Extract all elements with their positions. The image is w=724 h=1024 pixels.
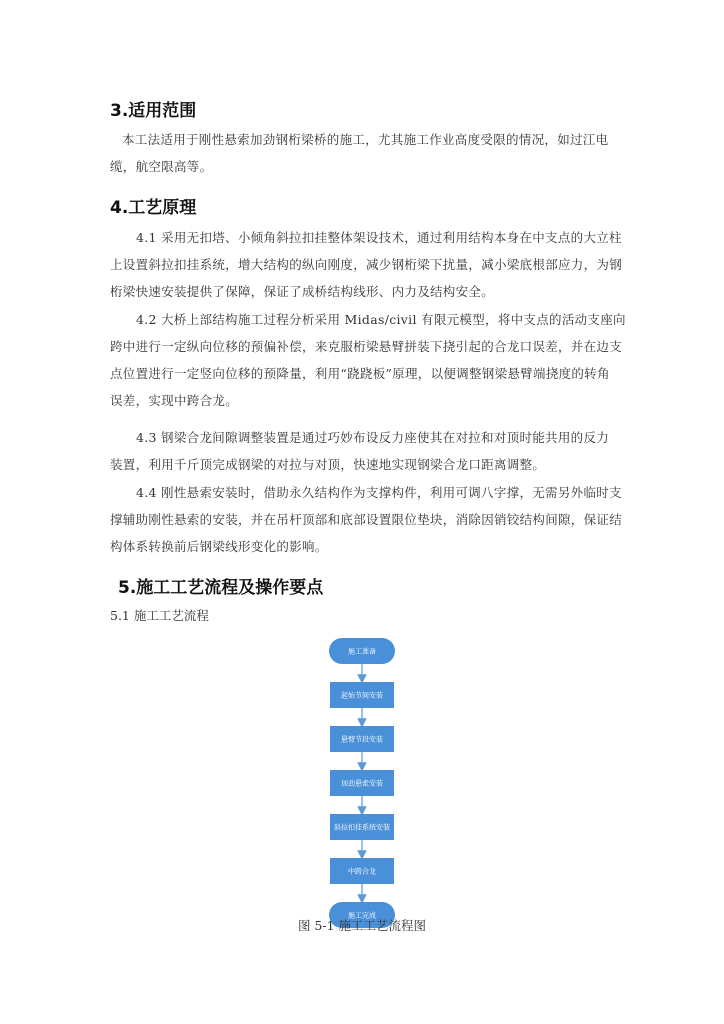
section-4-line: 跨中进行一定纵向位移的预偏补偿，来克服桁梁悬臂拼装下挠引起的合龙口误差，并在边支 <box>110 339 623 354</box>
flow-node-label: 起始节间安装 <box>341 691 383 700</box>
section-5-heading: 5.施工工艺流程及操作要点 <box>118 578 324 598</box>
section-4-heading: 4.工艺原理 <box>110 198 197 218</box>
section-4-line: 上设置斜拉扣挂系统，增大结构的纵向刚度，减少钢桁梁下扰量，减小梁底根部应力，为钢 <box>110 257 623 272</box>
section-4-line: 点位置进行一定竖向位移的预降量，利用“跷跷板”原理，以便调整钢梁悬臂端挠度的转角 <box>110 366 610 381</box>
flow-node <box>330 682 394 708</box>
flow-node <box>330 858 394 884</box>
section-3-line: 缆，航空限高等。 <box>110 159 213 174</box>
flow-node-label: 施工准备 <box>348 647 376 656</box>
flow-node-label: 悬臂节段安装 <box>341 735 383 744</box>
figure-caption: 图 5-1 施工工艺流程图 <box>297 918 427 933</box>
section-3-line: 本工法适用于刚性悬索加劲钢桁梁桥的施工，尤其施工作业高度受限的情况，如过江电 <box>122 132 609 147</box>
section-4-line: 构体系转换前后钢梁线形变化的影响。 <box>110 539 328 554</box>
flow-node <box>330 814 394 840</box>
section-4-line: 误差，实现中跨合龙。 <box>110 393 239 408</box>
section-5-1-subheading: 5.1 施工工艺流程 <box>110 608 209 623</box>
section-4-line: 撑辅助刚性悬索的安装，并在吊杆顶部和底部设置限位垫块，消除因销铰结构间隙，保证结 <box>110 512 623 527</box>
flow-node-label: 中跨合龙 <box>348 867 376 876</box>
flow-node <box>329 638 395 664</box>
flow-node <box>330 726 394 752</box>
flow-node <box>330 770 394 796</box>
section-3-heading: 3.适用范围 <box>110 101 197 121</box>
section-4-line: 装置，利用千斤顶完成钢梁的对拉与对顶，快速地实现钢梁合龙口距离调整。 <box>110 457 546 472</box>
flow-node-label: 加劲悬索安装 <box>341 779 383 788</box>
flow-node-label: 施工完成 <box>348 911 376 920</box>
section-4-line: 4.1 采用无扣塔、小倾角斜拉扣挂整体架设技术，通过利用结构本身在中支点的大立柱 <box>136 230 622 245</box>
section-4-line: 4.3 钢梁合龙间隙调整装置是通过巧妙布设反力座使其在对拉和对顶时能共用的反力 <box>136 430 610 445</box>
flow-node-label: 斜拉扣挂系统安装 <box>334 823 390 832</box>
section-4-line: 4.2 大桥上部结构施工过程分析采用 Midas/civil 有限元模型，将中支点的活动支座向 <box>136 312 626 327</box>
section-4-line: 4.4 刚性悬索安装时，借助永久结构作为支撑构件，利用可调八字撑，无需另外临时支 <box>136 485 622 500</box>
section-4-line: 桁梁快速安装提供了保障，保证了成桥结构线形、内力及结构安全。 <box>110 284 495 299</box>
